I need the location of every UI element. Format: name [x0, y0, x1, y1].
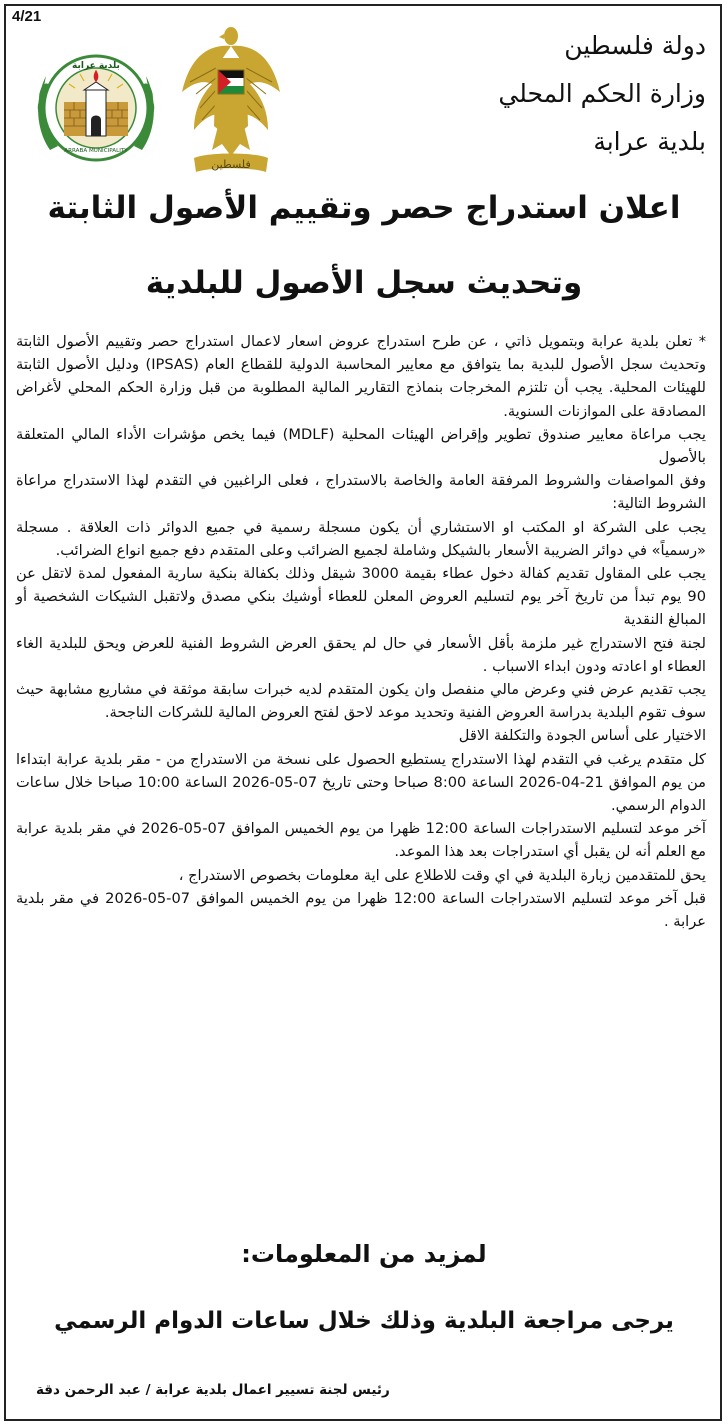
page-number: 4/21 [12, 8, 42, 25]
paragraph-deadline: آخر موعد لتسليم الاستدراجات الساعة 12:00 ظهرا من يوم الخميس الموافق 07-05-2026 في مقر بلدية عرابة مع العلم أنه لن يقبل أي استدراجات بعد هذا الموعد. [16, 820, 706, 861]
paragraph-selection: الاختيار على أساس الجودة والتكلفة الاقل [458, 727, 706, 745]
state-name: دولة فلسطين [564, 31, 706, 60]
announcement-title-line-2: وتحديث سجل الأصول للبلدية [145, 265, 583, 301]
announcement-body [16, 330, 706, 933]
paragraph-guarantee: يجب على المقاول تقديم كفالة دخول عطاء بقيمة 3000 شيقل وذلك بكفالة بنكية سارية المفعول لمدة لاتقل عن 90 يوم تبدأ من تاريخ آخر يوم لتسليم العروض المعلن للعطاء أوشيك بنكي مصدق ولاتقبل الشيكات الشخصية أو المبالغ النقدية [16, 565, 706, 629]
government-header [498, 22, 706, 166]
announcement-title-line-1: اعلان استدراج حصر وتقييم الأصول الثابتة [47, 190, 681, 226]
ministry-name: وزارة الحكم المحلي [498, 79, 706, 108]
arraba-municipality-seal-icon [28, 40, 164, 176]
paragraph-mdlf: يجب مراعاة معايير صندوق تطوير وإقراض الهيئات المحلية (MDLF) فيما يخص مؤشرات الأداء المالي المتعلقة بالأصول [16, 425, 706, 467]
palestinian-eagle-emblem-icon [178, 22, 284, 178]
paragraph-offers: يجب تقديم عرض فني وعرض مالي منفصل وان يكون المتقدم لديه خبرات سابقة موثقة في مشاريع مشابهة حيث سوف تقوم البلدية بدراسة العروض الفنية وتحديد موعد لاحق لفتح العروض المالية للشركات الناجحة. [16, 681, 706, 722]
municipality-name: بلدية عرابة [593, 127, 706, 156]
signature-line: رئيس لجنة تسيير اعمال بلدية عرابة / عبد الرحمن دقة [36, 1382, 390, 1398]
seal-english-text: ARRABA MUNICIPALITY [64, 148, 128, 154]
paragraph-intro: * تعلن بلدية عرابة وبتمويل ذاتي ، عن طرح استدراج عروض اسعار لاعمال استدراج حصر وتقييم الأصول الثابتة وتحديث سجل الأصول للبدية بما يتوافق مع معايير المحاسبة الدولية للقطاع العام (IPSAS) ودليل الأصول الثابتة للهيئات المحلية. يجب أن تلتزم المخرجات بنماذج التقارير المالية المطلوبة من قبل وزارة الحكم المحلي لأغراض المصادقة على الموازنات السنوية. [16, 333, 706, 420]
paragraph-conditions-intro: وفق المواصفات والشروط المرفقة العامة والخاصة بالاستدراج ، فعلى الراغبين في التقدم لهذا الاستدراج مراعاة الشروط التالية: [16, 472, 706, 513]
paragraph-registration: يجب على الشركة او المكتب او الاستشاري أن يكون مسجلة رسمية في جميع الدوائر ذات العلاقة . مسجلة «رسمياً» في دوائر الضريبة الأسعار بالشيكل وشاملة لجميع الضرائب وعلى المتقدم دفع جميع انواع الضرائب. [16, 518, 706, 559]
seal-arabic-text: بلدية عرابة [72, 61, 120, 71]
paragraph-visit: يحق للمتقدمين زيارة البلدية في اي وقت للاطلاع على اية معلومات بخصوص الاستدراج ، [178, 866, 706, 884]
emblem-scroll-text: فلسطين [211, 158, 251, 171]
paragraph-final-deadline: قبل آخر موعد لتسليم الاستدراجات الساعة 12:00 ظهرا من يوم الخميس الموافق 07-05-2026 في مقر بلدية عرابة . [16, 889, 706, 931]
paragraph-committee: لجنة فتح الاستدراج غير ملزمة بأقل الأسعار في حال لم يحقق العرض الشروط الفنية للعرض ويحق للبلدية الغاء العطاء او اعادته ودون ابداء الاسباب . [16, 634, 706, 675]
visit-instruction: يرجى مراجعة البلدية وذلك خلال ساعات الدوام الرسمي [54, 1308, 674, 1334]
more-info-heading: لمزيد من المعلومات: [241, 1240, 487, 1268]
paragraph-obtain-copy: كل متقدم يرغب في التقدم لهذا الاستدراج يستطيع الحصول على نسخة من الاستدراج من - مقر بلدية عرابة ابتداءا من يوم الموافق 21-04-2026 الساعة 8:00 صباحا وحتى تاريخ 07-05-2026 الساعة 10:00 صباحا خلال ساعات الدوام الرسمي. [16, 750, 706, 815]
